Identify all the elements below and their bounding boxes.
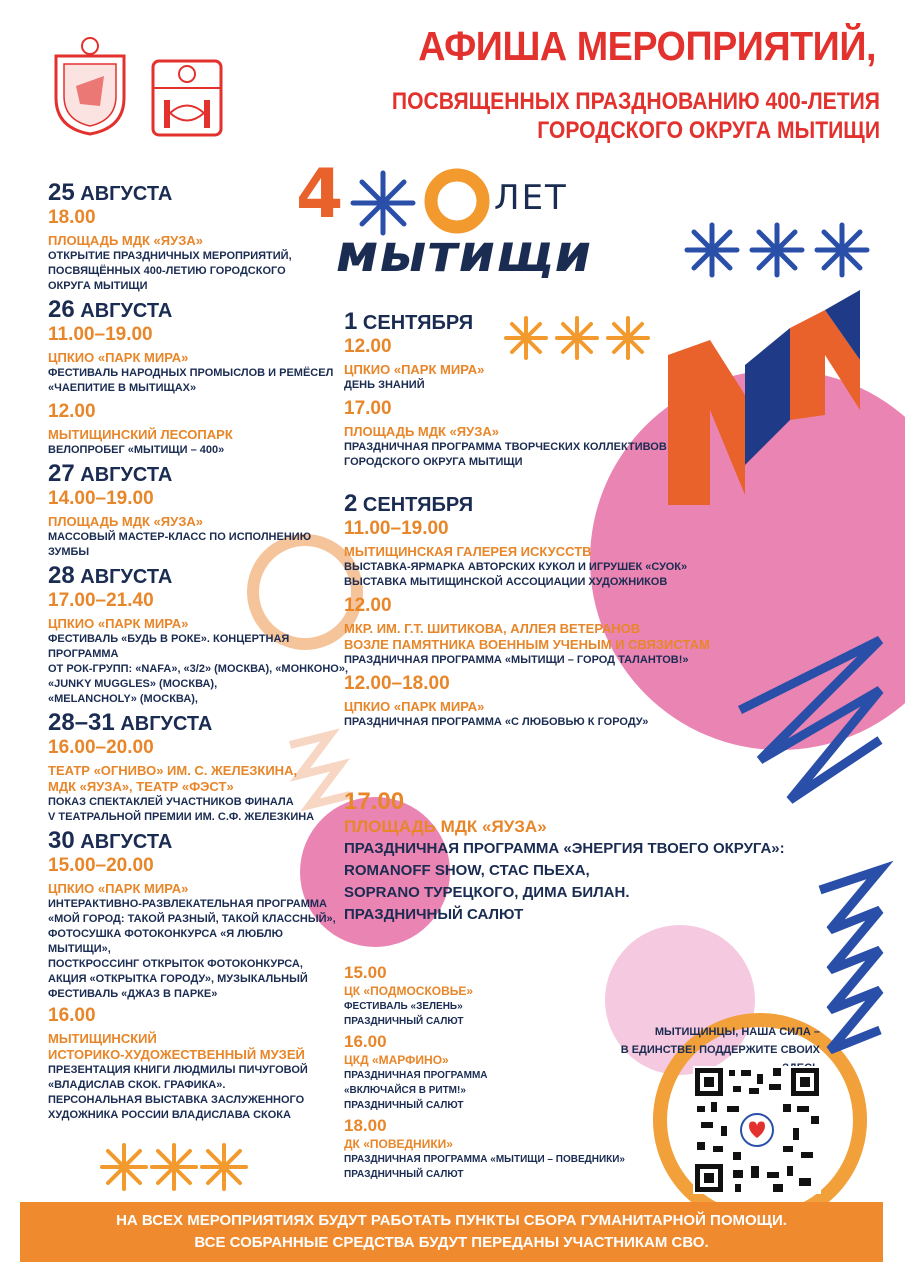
event-desc: ОТКРЫТИЕ ПРАЗДНИЧНЫХ МЕРОПРИЯТИЙ, ПОСВЯЩЁННЫХ 400-ЛЕТИЮ ГОРОДСКОГО ОКРУГА МЫТИЩИ: [48, 250, 292, 292]
headline-event: [344, 788, 824, 926]
event-place: ПЛОЩАДЬ МДК «ЯУЗА»: [344, 817, 547, 836]
event-place: ЦПКИО «ПАРК МИРА»: [48, 881, 189, 896]
footer-line-1: НА ВСЕХ МЕРОПРИЯТИЯХ БУДУТ РАБОТАТЬ ПУНКТЫ СБОРА ГУМАНИТАРНОЙ ПОМОЩИ.: [116, 1212, 787, 1229]
date-month: АВГУСТА: [80, 831, 173, 853]
event-place: ПЛОЩАДЬ МДК «ЯУЗА»: [48, 233, 203, 248]
event-day-aug28: [48, 564, 348, 707]
date-month: АВГУСТА: [80, 183, 173, 205]
event-desc: ПРАЗДНИЧНАЯ ПРОГРАММА «ВКЛЮЧАЙСЯ В РИТМ!» ПРАЗДНИЧНЫЙ САЛЮТ: [344, 1070, 488, 1111]
footer-banner: [20, 1202, 883, 1262]
event-place: МЫТИЩИНСКИЙ ИСТОРИКО-ХУДОЖЕСТВЕННЫЙ МУЗЕЙ: [48, 1031, 305, 1062]
event-day-aug27: [48, 462, 348, 560]
qr-caption: МЫТИЩИНЦЫ, НАША СИЛА – В ЕДИНСТВЕ! ПОДДЕРЖИТЕ СВОИХ: [620, 1026, 820, 1056]
event-desc: ПРЕЗЕНТАЦИЯ КНИГИ ЛЮДМИЛЫ ПИЧУГОВОЙ «ВЛАДИСЛАВ СКОК. ГРАФИКА». ПЕРСОНАЛЬНАЯ ВЫСТАВКА ЗАСЛУЖЕННОГО ХУДОЖНИКА РОССИИ ВЛАДИСЛАВА СКОКА: [48, 1064, 308, 1121]
date-number: 30: [48, 827, 75, 854]
event-place: ДК «ПОВЕДНИКИ»: [344, 1137, 453, 1151]
date-number: 25: [48, 179, 75, 206]
event-day-aug30: [48, 829, 348, 1123]
event-time: 12.00: [344, 595, 392, 616]
event-day-aug26: [48, 298, 348, 458]
date-month: АВГУСТА: [80, 300, 173, 322]
event-desc: ПРАЗДНИЧНАЯ ПРОГРАММА «С ЛЮБОВЬЮ К ГОРОДУ»: [344, 716, 649, 728]
event-day-aug28-31: [48, 711, 348, 825]
event-time: 16.00: [344, 1032, 387, 1051]
event-place: ПЛОЩАДЬ МДК «ЯУЗА»: [48, 514, 203, 529]
logo-word-let: ЛЕТ: [494, 178, 568, 218]
date-number: 27: [48, 460, 75, 487]
event-place: ЦПКИО «ПАРК МИРА»: [48, 616, 189, 631]
event-desc: ПРАЗДНИЧНАЯ ПРОГРАММА ТВОРЧЕСКИХ КОЛЛЕКТИВОВ ГОРОДСКОГО ОКРУГА МЫТИЩИ: [344, 441, 667, 468]
event-place: ЦКД «МАРФИНО»: [344, 1053, 449, 1067]
event-time: 12.00: [48, 401, 96, 422]
event-time: 16.00–20.00: [48, 737, 154, 758]
date-number: 28–31: [48, 709, 115, 736]
logo-word-city: мытищи: [336, 224, 593, 284]
footer-line-2: ВСЕ СОБРАННЫЕ СРЕДСТВА БУДУТ ПЕРЕДАНЫ УЧАСТНИКАМ СВО.: [194, 1234, 709, 1251]
date-number: 28: [48, 562, 75, 589]
event-desc: ПОКАЗ СПЕКТАКЛЕЙ УЧАСТНИКОВ ФИНАЛА V ТЕАТРАЛЬНОЙ ПРЕМИИ ИМ. С.Ф. ЖЕЛЕЗКИНА: [48, 796, 315, 823]
date-month: СЕНТЯБРЯ: [362, 494, 474, 516]
event-place: ЦПКИО «ПАРК МИРА»: [344, 699, 485, 714]
event-desc: ФЕСТИВАЛЬ «БУДЬ В РОКЕ». КОНЦЕРТНАЯ ПРОГРАММА ОТ РОК-ГРУПП: «NAFA», «3/2» (МОСКВА), «МОНКОНО», «JUNKY MUGGLES» (МОСКВА), «MELANCHOLY» (МОСКВА),: [48, 633, 349, 705]
event-place: ЦПКИО «ПАРК МИРА»: [48, 350, 189, 365]
poster-subtitle: ПОСВЯЩЕННЫХ ПРАЗДНОВАНИЮ 400-ЛЕТИЯ ГОРОДСКОГО ОКРУГА МЫТИЩИ: [391, 88, 880, 145]
event-time: 15.00: [344, 963, 387, 982]
event-time: 18.00: [344, 1116, 387, 1135]
event-day-sep2: [344, 492, 744, 730]
coat-of-arms-moscow-oblast: [50, 36, 130, 136]
event-place: МЫТИЩИНСКАЯ ГАЛЕРЕЯ ИСКУССТВ: [344, 544, 592, 559]
event-time: 16.00: [48, 1005, 96, 1026]
event-time: 12.00: [344, 336, 392, 357]
event-desc: ПРАЗДНИЧНАЯ ПРОГРАММА «МЫТИЩИ – ГОРОД ТАЛАНТОВ!»: [344, 654, 689, 666]
event-place: ПЛОЩАДЬ МДК «ЯУЗА»: [344, 424, 499, 439]
event-time: 11.00–19.00: [48, 324, 153, 345]
event-desc: ПРАЗДНИЧНАЯ ПРОГРАММА «ЭНЕРГИЯ ТВОЕГО ОКРУГА»: ROMANOFF SHOW, СТАС ПЬЕХА, SOPRANO ТУРЕЦКОГО, ДИМА БИЛАН. ПРАЗДНИЧНЫЙ САЛЮТ: [344, 840, 785, 923]
event-place: МЫТИЩИНСКИЙ ЛЕСОПАРК: [48, 427, 233, 442]
event-time: 18.00: [48, 207, 96, 228]
event-time: 17.00–21.40: [48, 590, 154, 611]
event-time: 17.00: [344, 788, 405, 815]
event-desc: ФЕСТИВАЛЬ «ЗЕЛЕНЬ» ПРАЗДНИЧНЫЙ САЛЮТ: [344, 1001, 464, 1027]
date-number: 2: [344, 490, 358, 517]
event-desc: ПРАЗДНИЧНАЯ ПРОГРАММА «МЫТИЩИ – ПОВЕДНИКИ» ПРАЗДНИЧНЫЙ САЛЮТ: [344, 1154, 625, 1180]
qr-code[interactable]: [693, 1066, 821, 1194]
event-place: ЦК «ПОДМОСКОВЬЕ»: [344, 984, 474, 998]
event-time: 17.00: [344, 398, 392, 419]
event-desc: ФЕСТИВАЛЬ НАРОДНЫХ ПРОМЫСЛОВ И РЕМЁСЕЛ «ЧАЕПИТИЕ В МЫТИЩАХ»: [48, 367, 334, 394]
event-time: 12.00–18.00: [344, 673, 450, 694]
date-number: 1: [344, 308, 358, 335]
date-month: СЕНТЯБРЯ: [362, 312, 474, 334]
event-time: 14.00–19.00: [48, 488, 154, 509]
event-time: 15.00–20.00: [48, 855, 154, 876]
logo-digit-4: 4: [296, 155, 344, 234]
date-month: АВГУСТА: [80, 464, 173, 486]
left-column: [48, 181, 348, 1123]
date-number: 26: [48, 296, 75, 323]
event-desc: ИНТЕРАКТИВНО-РАЗВЛЕКАТЕЛЬНАЯ ПРОГРАММА «МОЙ ГОРОД: ТАКОЙ РАЗНЫЙ, ТАКОЙ КЛАССНЫЙ», ФОТОСУШКА ФОТОКОНКУРСА «Я ЛЮБЛЮ МЫТИЩИ», ПОСТКРОССИНГ ОТКРЫТОК ФОТОКОНКУРСА, АКЦИЯ «ОТКРЫТКА ГОРОДУ», МУЗЫКАЛЬНЫЙ ФЕСТИВАЛЬ «ДЖАЗ В ПАРКЕ»: [48, 898, 336, 1000]
event-time: 11.00–19.00: [344, 518, 449, 539]
snowflake-icon: [687, 225, 867, 275]
poster-title: АФИША МЕРОПРИЯТИЙ,: [418, 23, 876, 69]
date-month: АВГУСТА: [80, 566, 173, 588]
event-desc: МАССОВЫЙ МАСТЕР-КЛАСС ПО ИСПОЛНЕНИЮ ЗУМБЫ: [48, 531, 312, 558]
right-column: [344, 310, 744, 730]
event-place: МКР. ИМ. Г.Т. ШИТИКОВА, АЛЛЕЯ ВЕТЕРАНОВ ВОЗЛЕ ПАМЯТНИКА ВОЕННЫМ УЧЕНЫМ И СВЯЗИСТАМ: [344, 621, 710, 652]
event-desc: ВЫСТАВКА-ЯРМАРКА АВТОРСКИХ КУКОЛ И ИГРУШЕК «СУОК» ВЫСТАВКА МЫТИЩИНСКОЙ АССОЦИАЦИИ ХУДОЖНИКОВ: [344, 561, 688, 588]
date-month: АВГУСТА: [120, 713, 213, 735]
event-place: ТЕАТР «ОГНИВО» ИМ. С. ЖЕЛЕЗКИНА, МДК «ЯУЗА», ТЕАТР «ФЭСТ»: [48, 763, 298, 794]
event-day-aug25: [48, 181, 348, 294]
coat-of-arms-mytishchi: [150, 58, 224, 138]
event-desc: ВЕЛОПРОБЕГ «МЫТИЩИ – 400»: [48, 444, 225, 456]
event-day-sep1: [344, 310, 744, 470]
event-desc: ДЕНЬ ЗНАНИЙ: [344, 379, 425, 391]
event-place: ЦПКИО «ПАРК МИРА»: [344, 362, 485, 377]
